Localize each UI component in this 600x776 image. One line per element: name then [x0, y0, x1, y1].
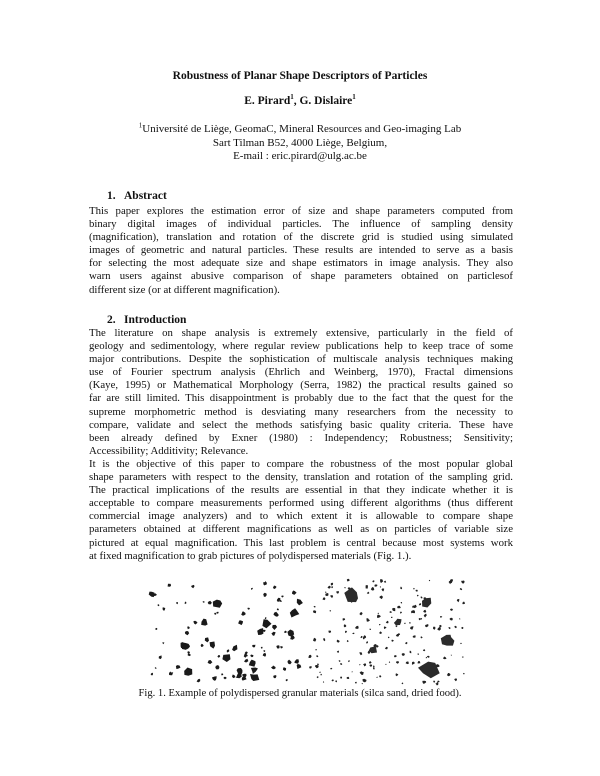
- particle-shape: [155, 667, 157, 669]
- text-line: warn users against abusive comparison of shape parameters obtained on particlesof: [89, 270, 513, 283]
- particle-shape: [344, 587, 358, 602]
- particle-shape: [223, 677, 226, 680]
- particle-shape: [385, 664, 387, 665]
- particle-shape: [217, 655, 220, 658]
- particle-shape: [263, 593, 267, 597]
- particle-shape: [461, 581, 465, 584]
- particle-shape: [411, 610, 415, 613]
- particle-shape: [284, 631, 287, 633]
- particle-shape: [459, 618, 460, 619]
- particle-shape: [379, 675, 381, 677]
- particle-shape: [159, 655, 162, 659]
- particle-shape: [297, 599, 303, 606]
- particle-shape: [265, 617, 267, 619]
- particle-shape: [412, 662, 415, 665]
- particle-shape: [429, 580, 430, 581]
- particle-shape: [329, 631, 332, 634]
- particle-shape: [450, 609, 452, 612]
- particle-shape: [395, 625, 397, 627]
- particle-shape: [283, 667, 286, 671]
- section-heading-introduction: [107, 314, 186, 326]
- particle-shape: [232, 645, 237, 652]
- particle-shape: [392, 608, 395, 611]
- particle-shape: [241, 612, 245, 616]
- section-number: 1.: [107, 190, 116, 202]
- particle-shape: [389, 661, 390, 663]
- particle-shape: [402, 653, 405, 656]
- particle-shape: [331, 586, 333, 588]
- affiliation-block: [0, 123, 600, 164]
- particle-shape: [216, 612, 218, 614]
- text-line: geology and sedimentology, where regular review publications help to keep trace of some: [89, 340, 513, 353]
- particle-shape: [335, 680, 337, 682]
- particle-shape: [314, 606, 316, 608]
- particle-shape: [361, 636, 363, 638]
- particle-shape: [437, 681, 440, 683]
- particle-shape: [205, 637, 209, 642]
- particle-shape: [337, 640, 340, 643]
- particle-shape: [394, 619, 402, 625]
- particle-shape: [273, 675, 276, 678]
- particle-shape: [232, 675, 236, 679]
- particle-shape: [317, 676, 319, 678]
- particle-shape: [450, 579, 453, 582]
- section-title: Abstract: [124, 190, 167, 202]
- particle-shape: [257, 628, 263, 635]
- affiliation-text: Université de Liège, GeomaC, Mineral Resources and Geo-imaging Lab: [142, 123, 462, 135]
- particle-shape: [261, 647, 263, 649]
- particle-shape: [249, 660, 256, 667]
- particle-shape: [369, 661, 372, 664]
- particle-shape: [188, 654, 191, 657]
- particle-shape: [337, 651, 339, 653]
- particle-shape: [460, 643, 461, 644]
- particle-shape: [406, 662, 409, 665]
- particle-shape: [359, 612, 362, 615]
- particle-shape: [363, 663, 366, 666]
- particle-shape: [421, 636, 423, 638]
- particle-shape: [244, 654, 248, 658]
- particle-shape: [244, 659, 248, 663]
- particle-shape: [238, 620, 243, 625]
- particle-shape: [377, 615, 381, 618]
- particle-shape: [424, 614, 427, 618]
- text-line: been already defined by Exner (1980) : Independency; Robustness; Sensitivity;: [89, 431, 513, 444]
- particle-shape: [277, 608, 279, 610]
- text-line: (Kaye, 1995) or Mathematical Morphology (Serra, 1982) the practical results gained so: [89, 379, 513, 392]
- figure-caption: Fig. 1. Example of polydispersed granular materials (silca sand, dried food).: [138, 688, 462, 699]
- particle-shape: [421, 597, 423, 599]
- particle-shape: [250, 674, 259, 681]
- particle-shape: [384, 626, 387, 629]
- particle-shape: [450, 618, 453, 621]
- particle-shape: [331, 583, 333, 586]
- author-line: [0, 95, 600, 107]
- particle-shape: [410, 651, 412, 654]
- particle-shape: [447, 673, 451, 676]
- particle-shape: [163, 607, 166, 610]
- text-line: The practical implications of the results are essential in that they indicate whether it is: [89, 484, 513, 497]
- particle-shape: [184, 668, 192, 676]
- particle-shape: [382, 588, 385, 591]
- particle-shape: [193, 621, 197, 625]
- particle-shape: [344, 624, 346, 627]
- author-name: G. Dislaire: [299, 95, 353, 107]
- particle-shape: [362, 679, 366, 683]
- particle-shape: [280, 646, 283, 648]
- particle-shape: [325, 593, 328, 596]
- particle-shape: [319, 672, 320, 673]
- particle-shape: [461, 627, 463, 629]
- particle-shape: [418, 662, 440, 679]
- particle-shape: [385, 647, 388, 649]
- particle-shape: [264, 630, 266, 632]
- particle-shape: [396, 673, 399, 676]
- particle-shape: [463, 673, 465, 675]
- particle-shape: [316, 649, 317, 651]
- particle-shape: [340, 663, 342, 665]
- particle-shape: [454, 626, 456, 629]
- particle-shape: [426, 657, 427, 659]
- particle-shape: [388, 637, 390, 639]
- particle-shape: [443, 657, 446, 660]
- particle-shape: [419, 603, 421, 605]
- particle-shape: [391, 640, 393, 642]
- particle-shape: [340, 677, 342, 679]
- particle-shape: [451, 655, 452, 656]
- particle-shape: [313, 610, 316, 613]
- particle-shape: [379, 631, 382, 634]
- text-line: (magnification), translation and rotation of the discrete grid is studied using simulated: [89, 231, 513, 244]
- text-line: This paper explores the estimation error of size and shape parameters computed from: [89, 205, 513, 217]
- particle-shape: [355, 682, 357, 684]
- particle-shape: [292, 591, 297, 595]
- particle-shape: [339, 660, 341, 662]
- particle-shape: [242, 674, 246, 678]
- text-line: supreme morphometric method is desviating many researchers from the necessity to: [89, 405, 513, 418]
- particle-shape: [271, 666, 276, 670]
- particle-shape: [454, 678, 457, 681]
- section-heading-abstract: [107, 190, 167, 202]
- text-line: Accessibility; Additivity; Relevance.: [89, 444, 249, 457]
- particle-shape: [332, 679, 334, 681]
- particle-shape: [359, 664, 360, 665]
- particle-shape: [397, 606, 401, 609]
- particle-shape: [290, 608, 300, 617]
- particle-shape: [380, 586, 381, 587]
- particle-shape: [373, 666, 375, 668]
- particle-shape: [410, 626, 413, 630]
- particle-shape: [151, 673, 153, 676]
- particle-shape: [309, 666, 312, 669]
- particle-shape: [272, 625, 277, 630]
- particle-shape: [427, 656, 430, 658]
- particle-shape: [168, 584, 171, 587]
- text-line: far are still limited. This disappointment is probably due to the fact that the quest for the: [89, 392, 513, 405]
- particle-shape: [420, 618, 422, 620]
- particle-shape: [404, 623, 405, 625]
- particle-shape: [317, 663, 319, 665]
- particle-shape: [409, 622, 411, 624]
- particle-shape: [355, 626, 359, 629]
- text-line: for selecting the most adequate size and shape estimators in image analysis. They also: [89, 257, 513, 270]
- particle-shape: [201, 644, 204, 647]
- particle-shape: [376, 677, 378, 678]
- particle-shape: [176, 602, 178, 604]
- particle-shape: [320, 674, 322, 675]
- particle-shape: [276, 645, 279, 648]
- particle-shape: [380, 579, 383, 583]
- particle-shape: [347, 640, 349, 642]
- particle-shape: [440, 616, 442, 618]
- particle-shape: [384, 581, 386, 583]
- affiliation-marker: 1: [290, 93, 294, 102]
- particle-shape: [352, 671, 353, 672]
- particle-shape: [271, 632, 275, 636]
- particle-shape: [294, 659, 299, 664]
- particle-shape: [448, 627, 450, 629]
- particle-shape: [263, 650, 265, 652]
- particle-shape: [344, 587, 345, 588]
- particle-shape: [274, 612, 279, 617]
- particle-shape: [423, 610, 426, 613]
- particle-shape: [375, 584, 378, 586]
- text-line: different size (or at different magnification).: [89, 283, 280, 296]
- particle-shape: [242, 677, 247, 681]
- particle-shape: [250, 655, 253, 658]
- particle-shape: [425, 624, 428, 627]
- particle-shape: [379, 596, 382, 600]
- particle-shape: [369, 665, 372, 667]
- particle-shape: [347, 579, 350, 582]
- particle-shape: [396, 661, 399, 664]
- text-line: commercial image analyzers) and to which extent it is allowable to compare shape: [89, 510, 513, 523]
- particle-shape: [418, 661, 421, 664]
- text-line: acceptable to compare measurements performed using different algorithms (thus different: [89, 497, 513, 510]
- text-line: It is the objective of this paper to compare the robustness of the most popular global: [89, 457, 513, 470]
- particle-shape: [405, 642, 407, 644]
- particle-shape: [263, 653, 266, 657]
- particle-shape: [212, 676, 217, 680]
- text-line: The literature on shape analysis is extremely extensive, particularly in the field of: [89, 327, 513, 339]
- affiliation-line: [0, 123, 600, 137]
- particle-shape: [391, 617, 393, 618]
- affiliation-line: Sart Tilman B52, 4000 Liège, Belgium,: [212, 136, 388, 149]
- affiliation-marker: 1: [352, 93, 356, 102]
- particle-shape: [345, 631, 347, 633]
- particle-shape: [370, 629, 372, 630]
- particle-shape: [360, 671, 364, 675]
- particle-shape: [394, 655, 397, 657]
- particle-shape: [330, 595, 333, 598]
- particle-shape: [433, 681, 435, 683]
- particle-shape: [347, 677, 350, 679]
- particle-shape: [372, 580, 374, 582]
- text-line: pictured at equal magnification. This last problem is central because most systems work: [89, 536, 513, 549]
- particle-shape: [227, 649, 230, 652]
- particle-shape: [316, 655, 318, 657]
- particle-shape: [176, 665, 181, 669]
- particle-shape: [386, 621, 389, 624]
- particle-shape: [363, 635, 366, 638]
- section-number: 2.: [107, 314, 116, 326]
- particle-shape: [286, 679, 288, 681]
- particle-shape: [297, 664, 302, 669]
- particle-shape: [416, 590, 418, 592]
- figure-particle-images: [148, 578, 467, 686]
- particle-shape: [343, 618, 346, 621]
- particle-shape: [210, 642, 215, 649]
- particle-shape: [371, 587, 375, 591]
- particle-shape: [252, 645, 255, 648]
- particle-shape: [203, 601, 205, 603]
- text-line: use of Fourier spectrum analysis (Ehrlich and Weinberg, 1970), Fractal dimensions: [89, 366, 513, 379]
- particle-shape: [422, 681, 426, 684]
- text-line: parameters obtained at different magnifications as well as on particles of variable size: [89, 523, 513, 536]
- particle-shape: [313, 638, 316, 642]
- particle-shape: [323, 597, 326, 600]
- particle-shape: [418, 653, 420, 655]
- particle-shape: [437, 627, 441, 631]
- particle-shape: [348, 660, 350, 662]
- particle-shape: [187, 626, 190, 629]
- section-title: Introduction: [124, 314, 187, 326]
- abstract-paragraph: [89, 205, 513, 297]
- particle-shape: [400, 612, 402, 614]
- particle-shape: [362, 683, 363, 684]
- particle-shape: [162, 642, 164, 644]
- particle-shape: [367, 592, 370, 594]
- particle-shape: [191, 585, 195, 588]
- particle-shape: [330, 610, 331, 612]
- particle-shape: [417, 595, 419, 597]
- text-line: shape parameters with respect to the density, translation and rotation of the sampling grid.: [89, 471, 513, 484]
- particle-shape: [262, 619, 271, 628]
- particle-shape: [263, 581, 267, 585]
- particle-shape: [457, 599, 460, 602]
- particle-shape: [433, 627, 436, 630]
- particle-shape: [221, 673, 223, 675]
- particle-shape: [251, 588, 253, 590]
- particle-shape: [325, 592, 327, 593]
- particle-shape: [208, 601, 212, 605]
- particle-shape: [288, 660, 292, 665]
- particle-shape: [379, 624, 381, 625]
- particle-shape: [281, 596, 283, 598]
- particle-shape: [155, 628, 157, 630]
- particle-shape: [422, 598, 431, 608]
- particle-shape: [378, 613, 379, 615]
- author-name: E. Pirard: [244, 95, 291, 107]
- particle-shape: [359, 652, 362, 655]
- particle-shape: [214, 613, 216, 615]
- particle-shape: [462, 657, 464, 658]
- particle-shape: [237, 668, 243, 675]
- particle-shape: [460, 588, 462, 590]
- particle-shape: [201, 619, 207, 626]
- particle-shape: [401, 602, 403, 604]
- particle-shape: [366, 585, 368, 589]
- particle-shape: [248, 608, 251, 610]
- particle-shape: [213, 600, 222, 608]
- particle-shape: [251, 668, 258, 674]
- paper-title: Robustness of Planar Shape Descriptors of Particles: [172, 70, 428, 82]
- particle-shape: [441, 635, 455, 646]
- particle-shape: [419, 618, 421, 620]
- particle-shape: [462, 602, 465, 605]
- particle-shape: [413, 588, 414, 590]
- particle-shape: [215, 665, 219, 669]
- text-line: compare, validate and select the methods satisfying basic quality criteria. These have: [89, 418, 513, 431]
- particle-shape: [328, 586, 331, 589]
- particle-shape: [185, 602, 187, 604]
- text-line: major contributions. Despite the sophistication of multiscale analysis techniques making: [89, 353, 513, 366]
- particle-shape: [158, 604, 160, 606]
- text-line: binary digital images of individual particles. The influence of sampling density: [89, 218, 513, 231]
- text-line: images of geometric and natural particles. These results are intended to serve as a basis: [89, 244, 513, 257]
- particle-shape: [222, 654, 230, 662]
- particle-shape: [352, 633, 354, 634]
- particle-shape: [169, 672, 173, 676]
- author-separator: ,: [293, 95, 300, 107]
- particle-shape: [187, 651, 190, 653]
- particle-shape: [323, 681, 324, 682]
- particle-shape: [366, 618, 370, 622]
- particle-shape: [390, 611, 392, 613]
- particle-shape: [208, 660, 213, 664]
- particle-shape: [197, 679, 201, 683]
- particle-shape: [366, 641, 368, 643]
- affiliation-marker: 1: [138, 121, 143, 130]
- particle-shape: [185, 631, 189, 635]
- particle-shape: [396, 634, 400, 637]
- particle-shape: [273, 586, 276, 589]
- particle-shape: [323, 638, 325, 641]
- particle-shape: [439, 625, 441, 627]
- affiliation-email: E-mail : eric.pirard@ulg.ac.be: [233, 150, 367, 162]
- particle-shape: [423, 649, 425, 651]
- introduction-paragraph: [89, 327, 513, 563]
- particle-shape: [330, 668, 332, 670]
- text-line: at fixed magnification to grab pictures of polydispersed materials (Fig. 1.).: [89, 549, 412, 562]
- particle-shape: [336, 591, 339, 594]
- particle-shape: [308, 655, 311, 658]
- particle-shape: [402, 683, 404, 685]
